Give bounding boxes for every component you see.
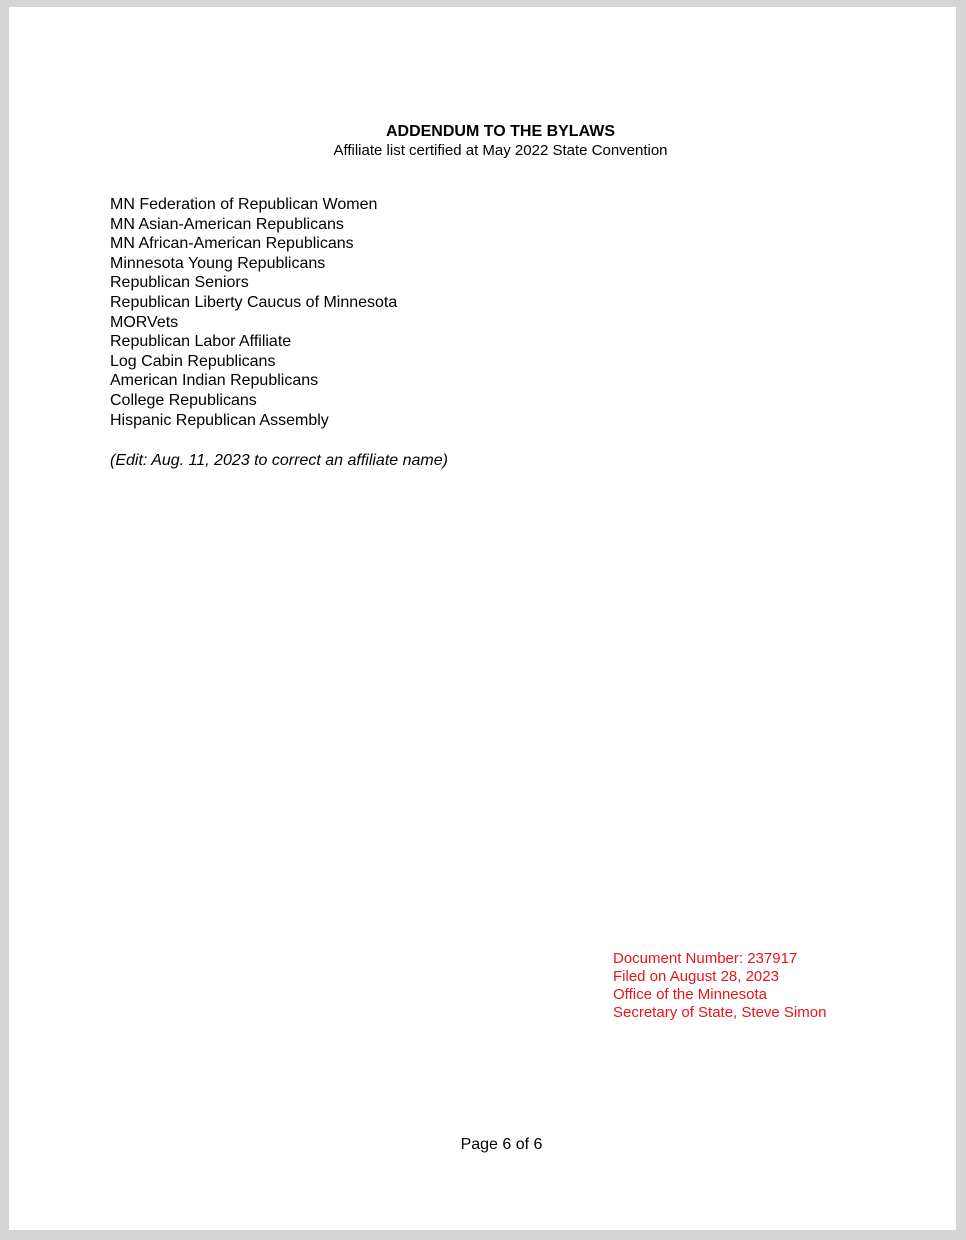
- affiliate-list: [110, 195, 397, 430]
- stamp-filed-date: Filed on August 28, 2023: [613, 968, 779, 985]
- list-item: MORVets: [110, 313, 179, 331]
- document-subtitle: Affiliate list certified at May 2022 State Convention: [333, 142, 668, 159]
- list-item: Log Cabin Republicans: [110, 352, 276, 370]
- list-item: MN Federation of Republican Women: [110, 196, 378, 213]
- list-item: Republican Liberty Caucus of Minnesota: [110, 293, 398, 311]
- stamp-office: Office of the Minnesota: [613, 986, 767, 1003]
- list-item: Minnesota Young Republicans: [110, 254, 326, 272]
- list-item: Republican Seniors: [110, 274, 249, 292]
- list-item: Hispanic Republican Assembly: [110, 411, 329, 429]
- document-title: ADDENDUM TO THE BYLAWS: [385, 123, 616, 140]
- list-item: MN African-American Republicans: [110, 235, 354, 253]
- stamp-secretary: Secretary of State, Steve Simon: [613, 1004, 827, 1021]
- list-item: American Indian Republicans: [110, 372, 319, 390]
- list-item: Republican Labor Affiliate: [110, 333, 292, 351]
- filing-stamp: [613, 950, 826, 1022]
- list-item: College Republicans: [110, 391, 257, 409]
- document-page: [9, 7, 956, 1230]
- list-item: MN Asian-American Republicans: [110, 215, 344, 233]
- edit-note: (Edit: Aug. 11, 2023 to correct an affiliate name): [110, 452, 448, 469]
- page-number: Page 6 of 6: [460, 1136, 543, 1153]
- stamp-document-number: Document Number: 237917: [613, 950, 798, 967]
